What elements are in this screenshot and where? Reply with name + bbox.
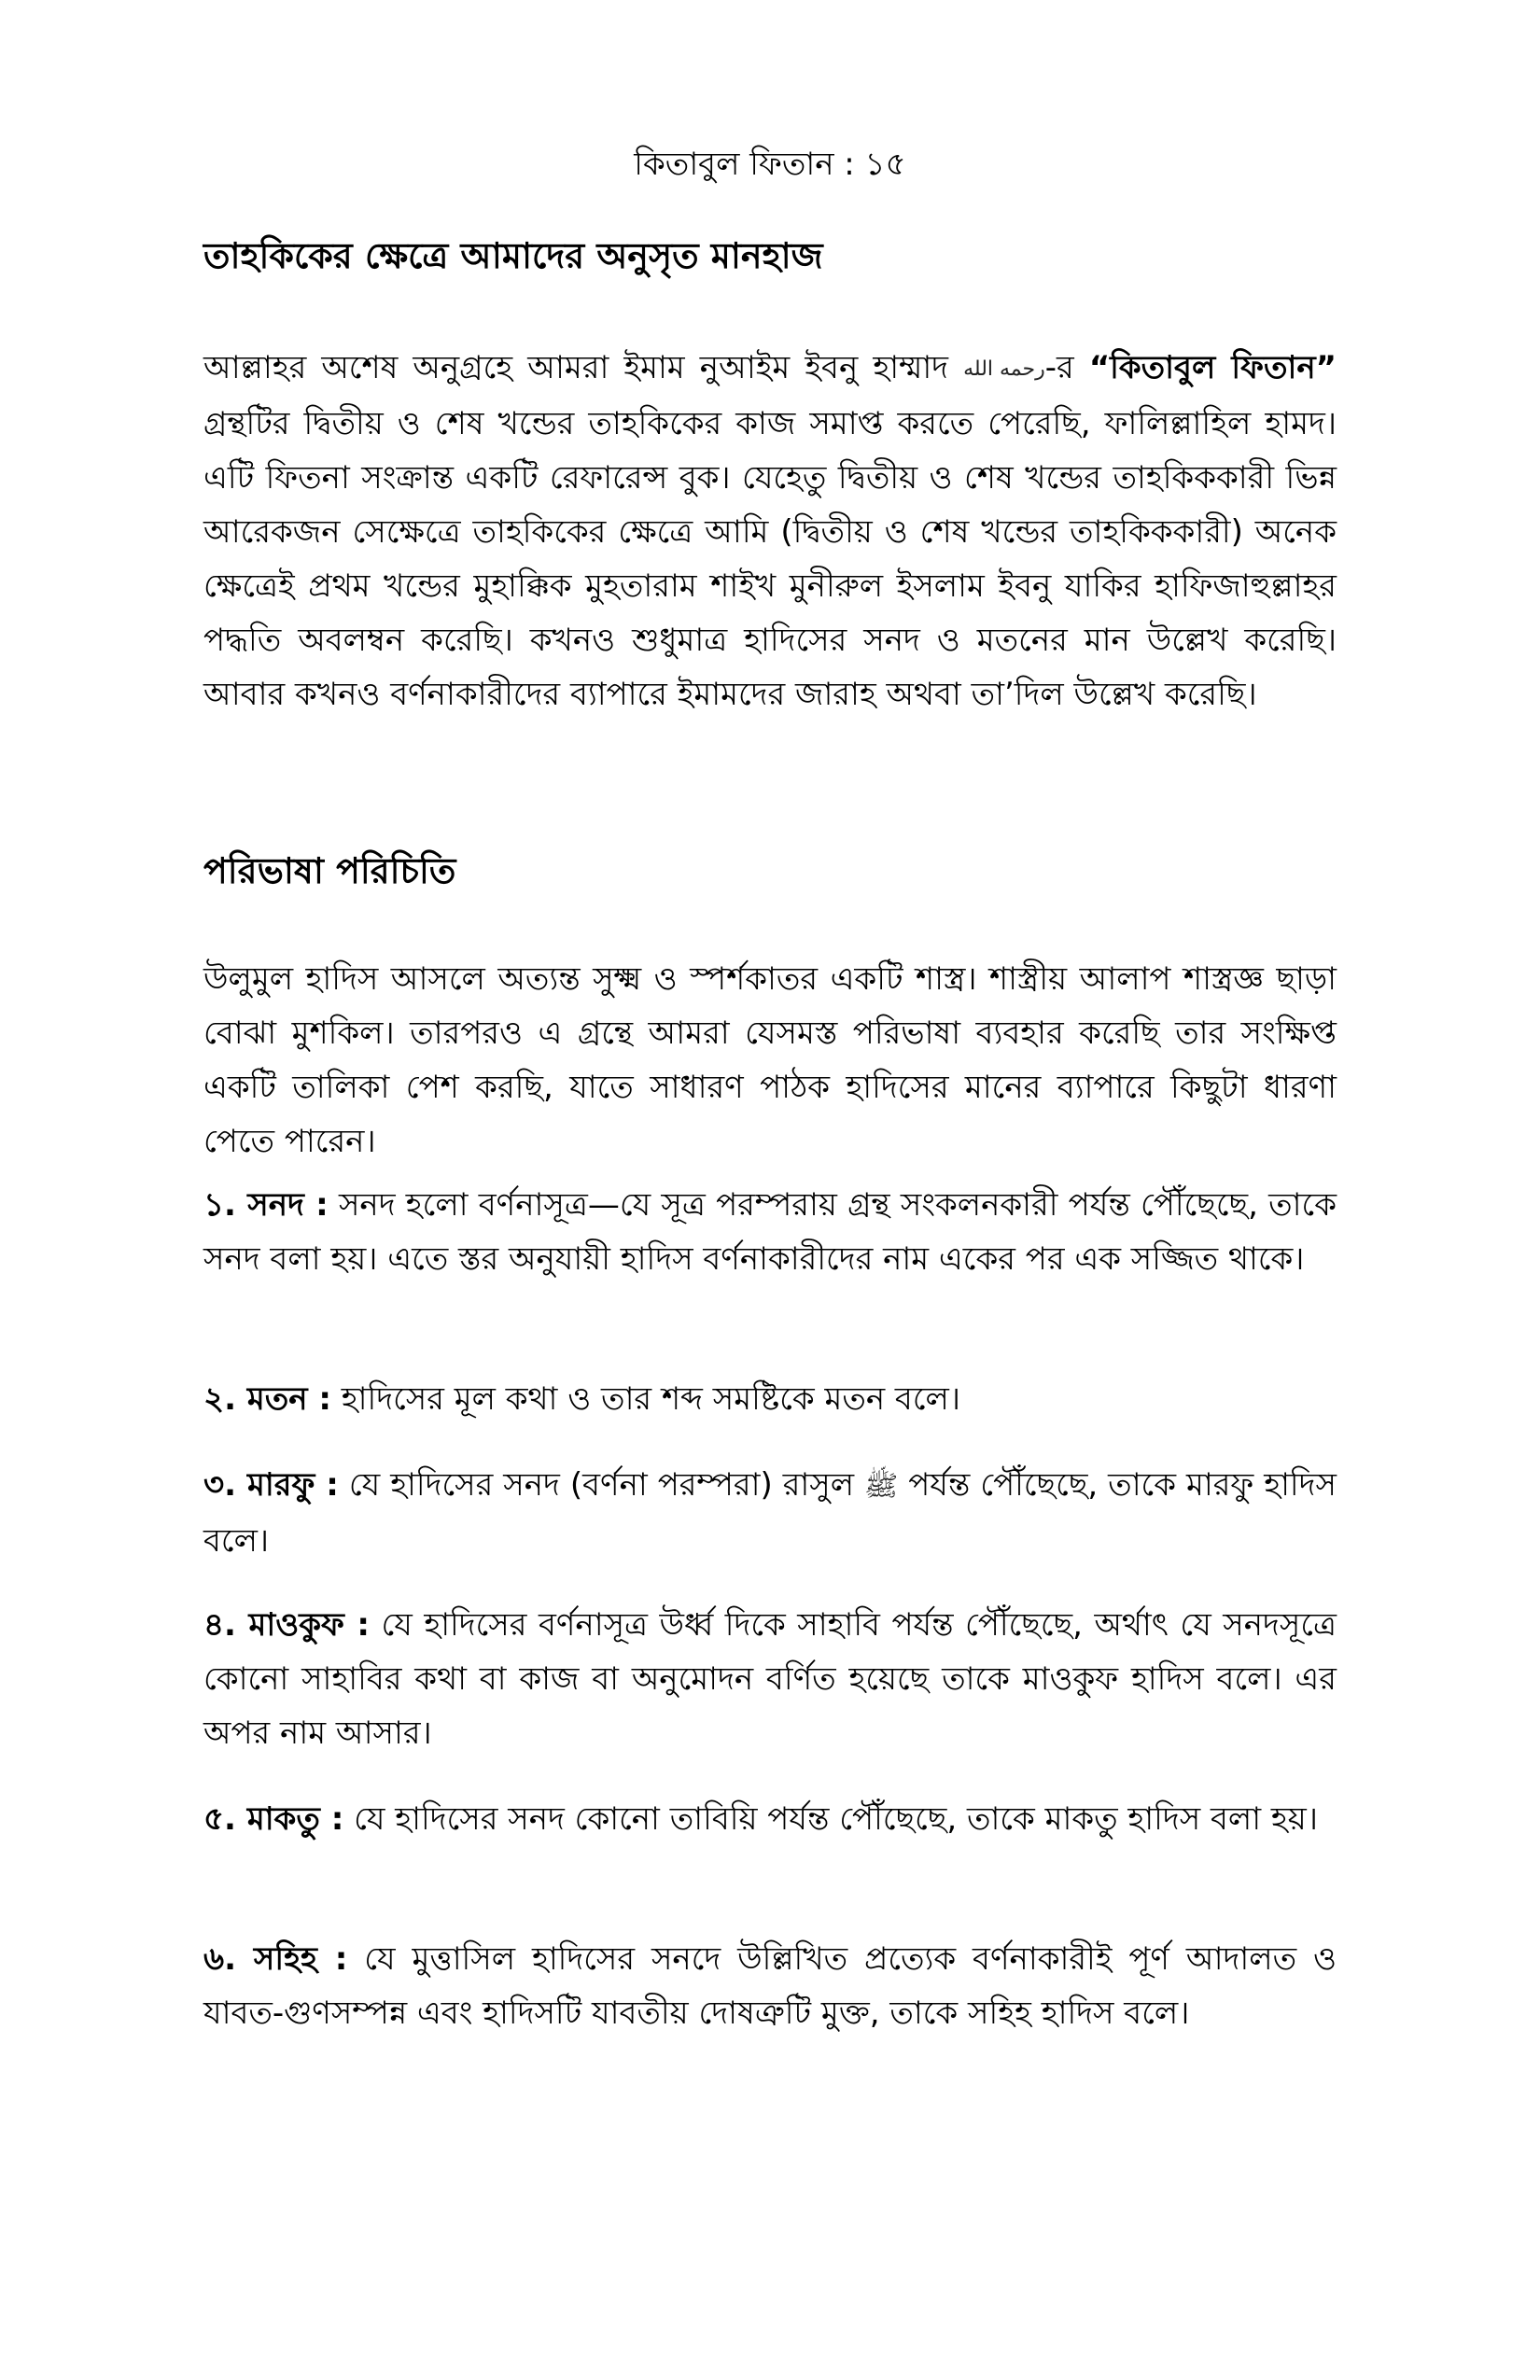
section-heading-terminology: পরিভাষা পরিচিতি bbox=[203, 850, 456, 891]
methodology-text-b: -র bbox=[1044, 349, 1089, 386]
term-definition: সনদ হলো বর্ণনাসূত্র—যে সূত্র পরম্পরায় গ্রন্থ সংকলনকারী পর্যন্ত পৌঁছেছে, তাকে সনদ বলা হয়। এতে স্তর অনুযায়ী হাদিস বর্ণনাকারীদের নাম একের পর এক সজ্জিত থাকে। bbox=[203, 1186, 1337, 1278]
salallahu-alayhi-wasallam-honorific-icon: ﷺ bbox=[864, 1469, 899, 1503]
term-label: ৬. সহিহ : bbox=[203, 1940, 348, 1978]
term-label: ৫. মাকতু : bbox=[203, 1800, 344, 1838]
term-definition-a: যে হাদিসের সনদ (বর্ণনা পরম্পরা) রাসুল bbox=[338, 1466, 865, 1504]
book-title-kitabul-fitan: “কিতাবুল ফিতান” bbox=[1088, 349, 1337, 386]
rahimahullah-honorific-icon: رحمه الله bbox=[963, 357, 1045, 381]
term-definition: যে হাদিসের বর্ণনাসূত্র উর্ধ্ব দিকে সাহাবি পর্যন্ত পৌঁছেছে, অর্থাৎ যে সনদসূত্রে কোনো সাহাবির কথা বা কাজ বা অনুমোদন বর্ণিত হয়েছে তাকে মাওকুফ হাদিস বলে। এর অপর নাম আসার। bbox=[203, 1606, 1337, 1752]
term-label: ৩. মারফু : bbox=[203, 1466, 339, 1504]
running-header: কিতাবুল ফিতান : ১৫ bbox=[634, 146, 906, 183]
term-definition: যে হাদিসের সনদ কোনো তাবিয়ি পর্যন্ত পৌঁছেছে, তাকে মাকতু হাদিস বলা হয়। bbox=[343, 1800, 1318, 1838]
term-item-sanad bbox=[203, 1178, 1337, 1286]
term-definition-b: পর্যন্ত পৌঁছেছে, তাকে মারফু হাদিস বলে। bbox=[203, 1466, 1337, 1560]
methodology-text-a: আল্লাহর অশেষ অনুগ্রহে আমরা ইমাম নুআইম ইবনু হাম্মাদ bbox=[203, 349, 964, 386]
methodology-text-c: গ্রন্থটির দ্বিতীয় ও শেষ খন্ডের তাহকিকের কাজ সমাপ্ত করতে পেরেছি, ফালিল্লাহিল হামদ। এটি ফিতনা সংক্রান্ত একটি রেফারেন্স বুক। যেহেতু দ্বিতীয় ও শেষ খন্ডের তাহকিককারী ভিন্ন আরেকজন সেক্ষেত্রে তাহকিকের ক্ষেত্রে আমি (দ্বিতীয় ও শেষ খন্ডের তাহকিককারী) অনেক ক্ষেত্রেই প্রথম খন্ডের মুহাক্কিক মুহতারাম শাইখ মুনীরুল ইসলাম ইবনু যাকির হাফিজাহুল্লাহর পদ্ধতি অবলম্বন করেছি। কখনও শুধুমাত্র হাদিসের সনদ ও মতনের মান উল্লেখ করেছি। আবার কখনও বর্ণনাকারীদের ব্যাপারে ইমামদের জারাহ অথবা তা’দিল উল্লেখ করেছি। bbox=[203, 404, 1337, 713]
methodology-paragraph bbox=[203, 341, 1337, 721]
term-label: ১. সনদ : bbox=[203, 1186, 329, 1224]
term-label: ৪. মাওকুফ : bbox=[203, 1606, 370, 1644]
term-item-mawquf bbox=[203, 1598, 1337, 1760]
term-definition: হাদিসের মূল কথা ও তার শব্দ সমষ্টিকে মতন বলে। bbox=[330, 1380, 961, 1418]
terminology-intro: উলুমুল হাদিস আসলে অত্যন্ত সুক্ষ্ম ও স্পর্শকাতর একটি শাস্ত্র। শাস্ত্রীয় আলাপ শাস্ত্রজ্ঞ ছাড়া বোঝা মুশকিল। তারপরও এ গ্রন্থে আমরা যেসমস্ত পরিভাষা ব্যবহার করেছি তার সংক্ষিপ্ত একটি তালিকা পেশ করছি, যাতে সাধারণ পাঠক হাদিসের মানের ব্যাপারে কিছুটা ধারণা পেতে পারেন। bbox=[203, 960, 1337, 1160]
term-definition: যে মুত্তাসিল হাদিসের সনদে উল্লিখিত প্রত্যেক বর্ণনাকারীই পূর্ণ আদালত ও যাবত-গুণসম্পন্ন এবং হাদিসটি যাবতীয় দোষত্রুটি মুক্ত, তাকে সহিহ হাদিস বলে। bbox=[203, 1940, 1337, 2032]
term-label: ২. মতন : bbox=[203, 1380, 331, 1418]
term-item-marfu bbox=[203, 1458, 1337, 1568]
term-item-maqtu bbox=[203, 1792, 1337, 1846]
section-heading-methodology: তাহকিকের ক্ষেত্রে আমাদের অনুসৃত মানহাজ bbox=[203, 235, 823, 276]
term-item-sahih bbox=[203, 1932, 1337, 2040]
term-item-matn bbox=[203, 1372, 1337, 1426]
